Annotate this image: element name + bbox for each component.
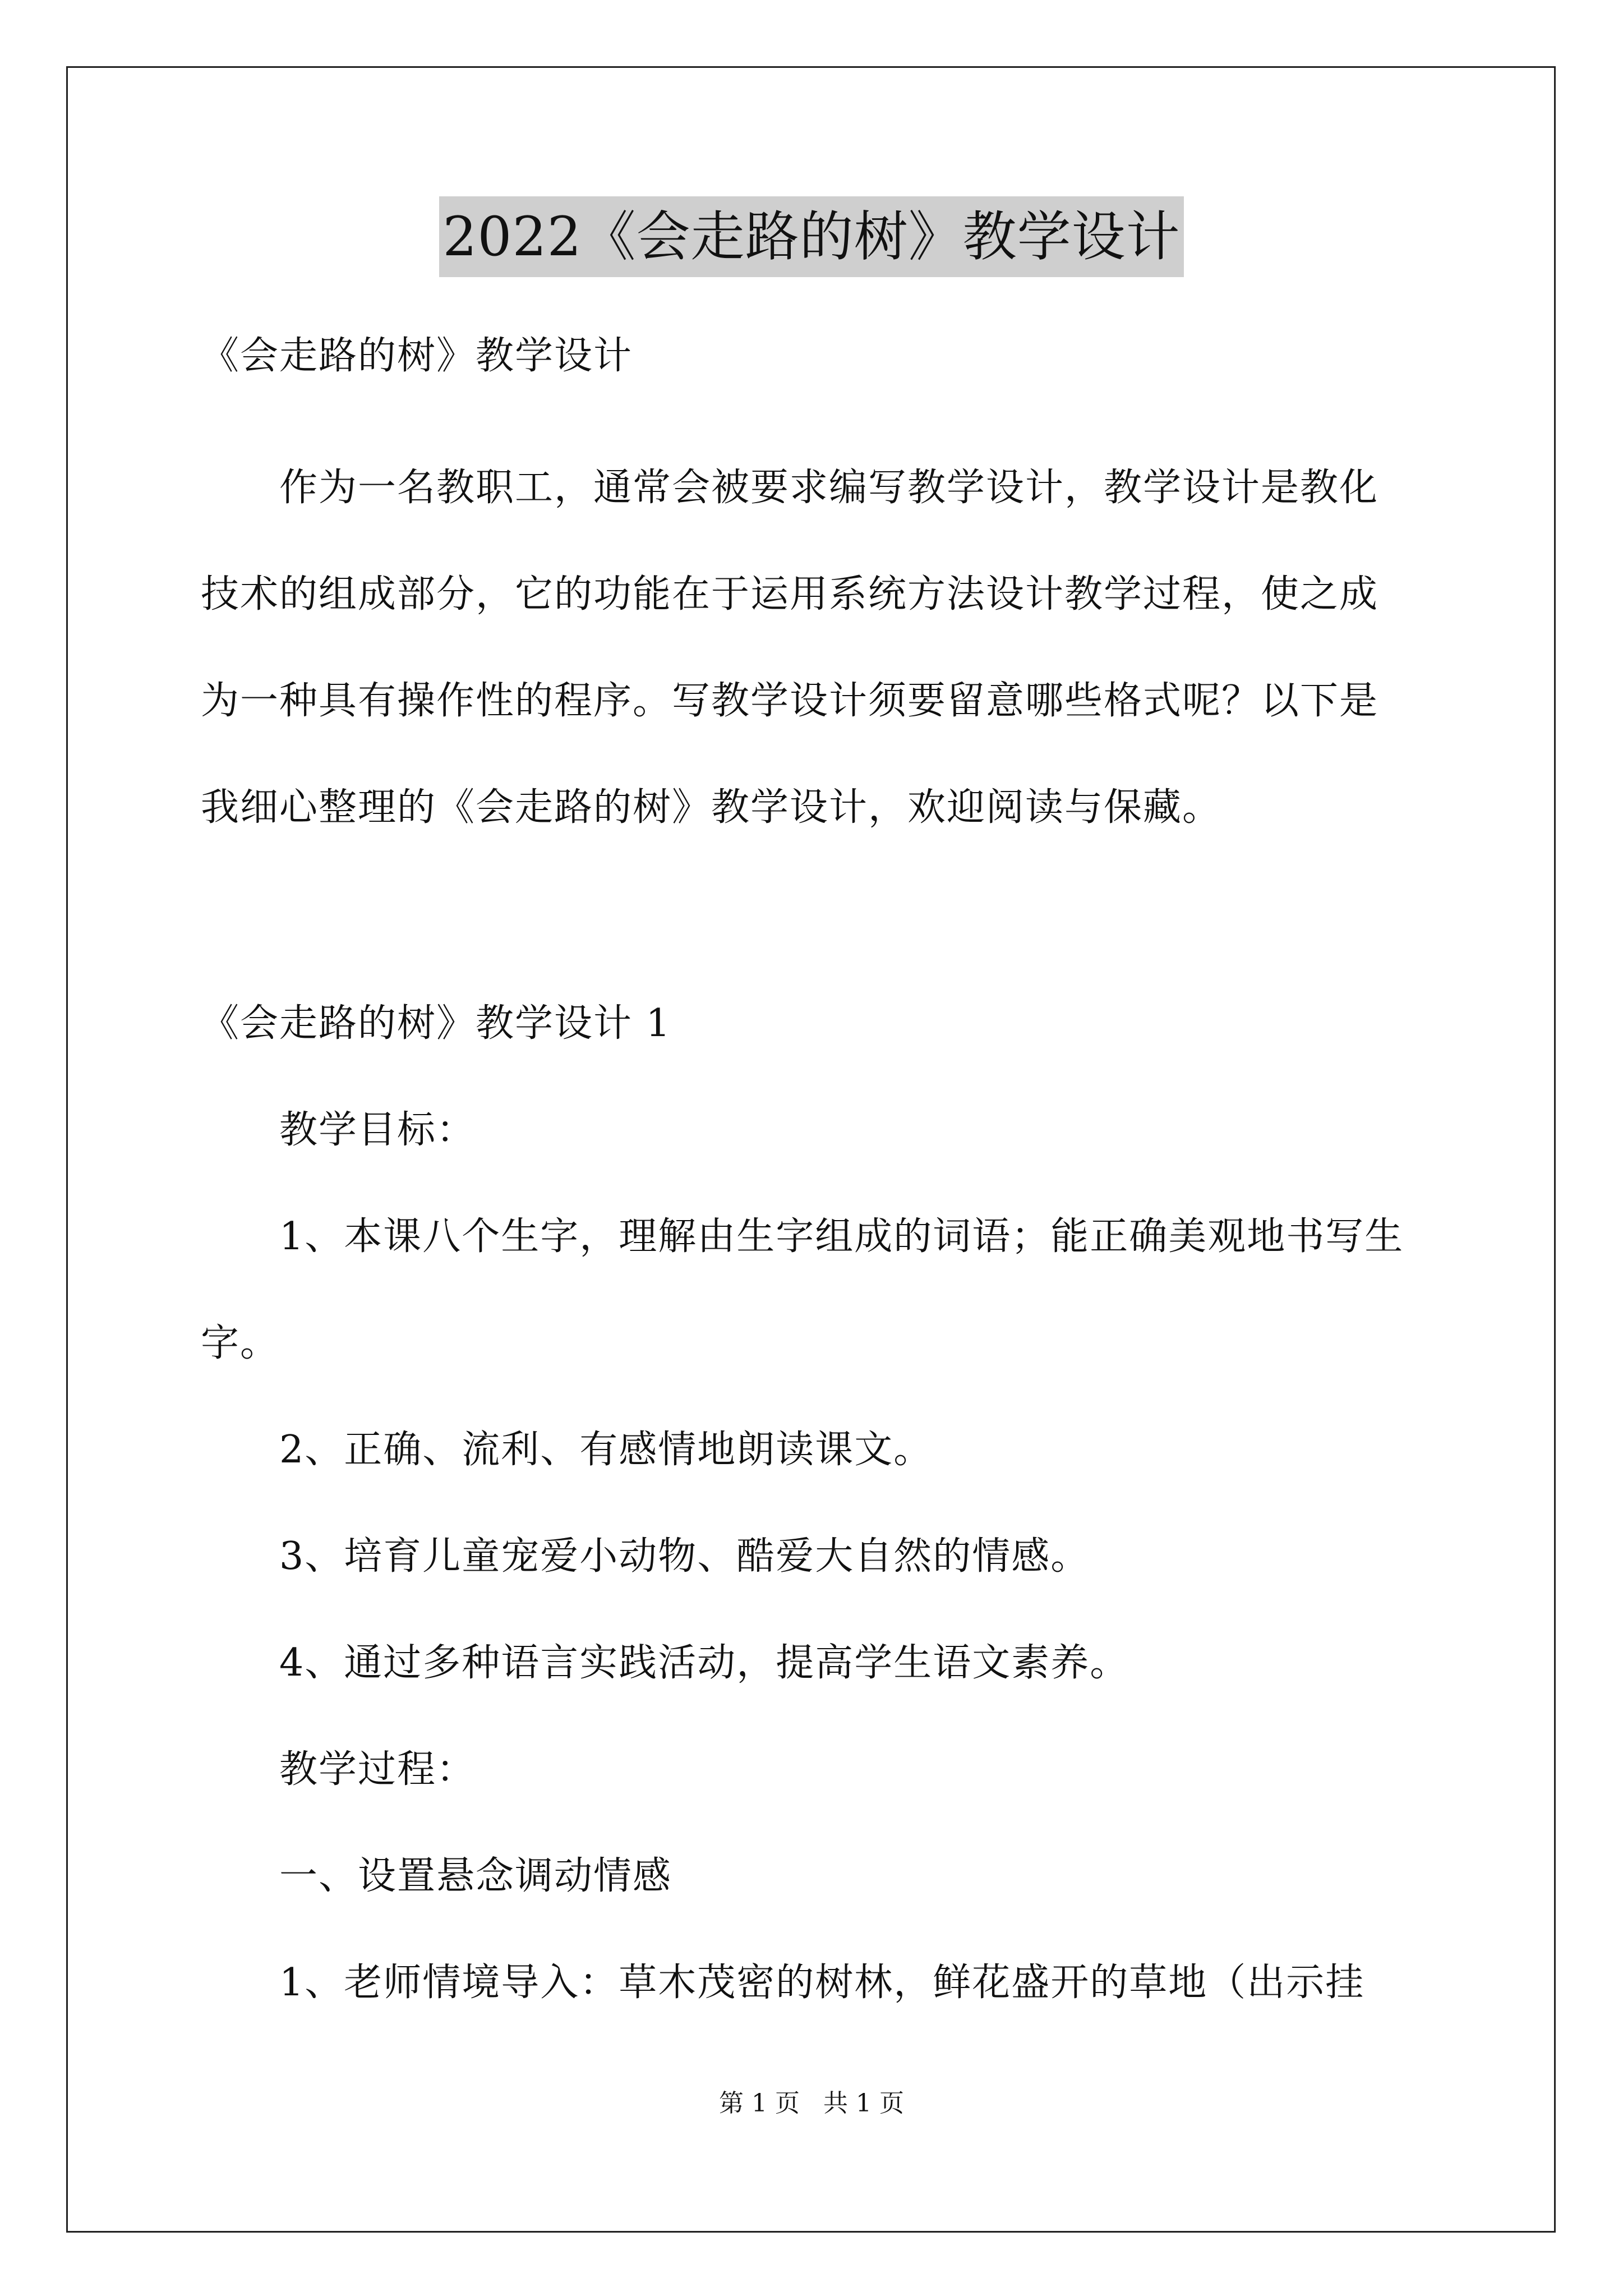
body-line: 字。 xyxy=(201,1321,280,1365)
body-line: 技术的组成部分，它的功能在于运用系统方法设计教学过程，使之成 xyxy=(201,572,1379,616)
body-line: 1、老师情境导入：草木茂密的树林，鲜花盛开的草地（出示挂 xyxy=(279,1961,1365,2005)
page-footer: 第 1 页 共 1 页 xyxy=(719,2089,904,2118)
body-line: 我细心整理的《会走路的树》教学设计，欢迎阅读与保藏。 xyxy=(201,785,1222,830)
body-line: 3、培育儿童宠爱小动物、酷爱大自然的情感。 xyxy=(279,1534,1090,1579)
body-line: 2、正确、流利、有感情地朗读课文。 xyxy=(279,1428,933,1472)
document-title: 2022《会走路的树》教学设计 xyxy=(439,196,1183,277)
body-line: 一、设置悬念调动情感 xyxy=(279,1854,672,1898)
body-line: 作为一名教职工，通常会被要求编写教学设计，教学设计是教化 xyxy=(279,466,1379,510)
body-line: 1、本课八个生字，理解由生字组成的词语；能正确美观地书写生 xyxy=(279,1214,1404,1259)
body-line: 教学过程： xyxy=(279,1747,476,1792)
title-container xyxy=(0,196,1623,277)
subtitle-line: 《会走路的树》教学设计 xyxy=(201,334,633,378)
section-heading: 《会走路的树》教学设计 1 xyxy=(201,1001,671,1046)
body-line: 为一种具有操作性的程序。写教学设计须要留意哪些格式呢？以下是 xyxy=(201,679,1379,723)
body-line: 教学目标： xyxy=(279,1108,476,1152)
body-line: 4、通过多种语言实践活动，提高学生语文素养。 xyxy=(279,1641,1129,1685)
